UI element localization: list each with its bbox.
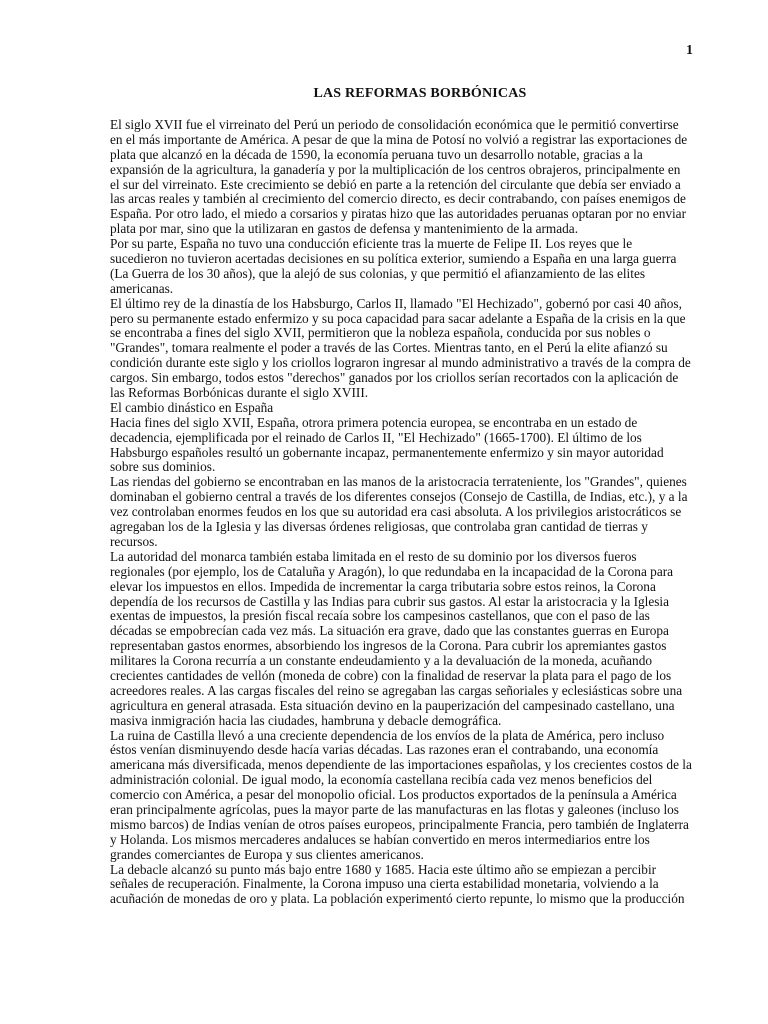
text-line: administración colonial. De igual modo, la economía castellana recibía cada vez menos beneficios del (110, 772, 653, 788)
text-line: Habsburgo españoles resultó un gobernante incapaz, permanentemente enfermizo y sin mayor autoridad (110, 444, 664, 460)
text-line: (La Guerra de los 30 años), que la alejó de sus colonias, y que permitió el afianzamiento de las elites (110, 265, 646, 281)
text-line: La debacle alcanzó su punto más bajo entre 1680 y 1685. Hacia este último año se empiezan a percibir (110, 861, 657, 877)
text-line: exentas de impuestos, la presión fiscal recaía sobre los campesinos castellanos, que con el paso de las (110, 608, 650, 624)
text-line: sobre sus dominios. (110, 459, 216, 475)
text-line: señales de recuperación. Finalmente, la Corona impuso una cierta estabilidad monetaria, volviendo a la (110, 876, 659, 892)
text-line: el sur del virreinato. Este crecimiento se debió en parte a la retención del circulante que debía ser enviado a (110, 176, 681, 192)
text-line: El siglo XVII fue el virreinato del Perú un periodo de consolidación económica que le permitió convertirse (110, 117, 679, 132)
text-line: Las riendas del gobierno se encontraban en las manos de la aristocracia terrateniente, los "Grandes", quienes (110, 474, 687, 490)
text-line: dependía de los recursos de Castilla y las Indias para cubrir sus gastos. Al estar la aristocracia y la Iglesia (110, 593, 670, 609)
text-line: España. Por otro lado, el miedo a corsarios y piratas hizo que las autoridades peruanas optaran por no enviar (110, 206, 687, 222)
text-line: expansión de la agricultura, la ganadería y por la multiplicación de los centros obrajeros, principalmente en (110, 161, 681, 177)
text-line: plata por mar, sino que la utilizaran en gastos de defensa y mantenimiento de la armada. (110, 221, 579, 237)
text-line: decadencia, ejemplificada por el reinado de Carlos II, "El Hechizado" (1665-1700). El último de los (110, 429, 642, 445)
text-line: condición durante este siglo y los criollos lograron ingresar al mundo administrativo a través de la compra de (110, 355, 691, 371)
text-line: americana más diversificada, menos dependiente de las importaciones españolas, y los crecientes costos de la (110, 757, 692, 773)
text-line: grandes comerciantes de Europa y sus clientes americanos. (110, 846, 424, 862)
text-line: representaban gastos enormes, absorbiendo los ingresos de la Corona. Para cubrir los apremiantes gastos (110, 638, 667, 654)
page-number: 1 (686, 43, 693, 58)
text-line: se encontraba a fines del siglo XVII, permitieron que la nobleza española, conducida por sus nobles o (110, 325, 651, 341)
text-line: acreedores reales. A las cargas fiscales del reino se agregaban las cargas señoriales y eclesiásticas sobre una (110, 682, 683, 698)
text-line: dominaban el gobierno central a través de los diferentes consejos (Consejo de Castilla, de Indias, etc.), y a la (110, 489, 688, 505)
text-line: éstos venían disminuyendo desde hacía varias décadas. Las razones eran el contrabando, una economía (110, 742, 659, 758)
text-line: y Holanda. Los mismos mercaderes andaluces se habían convertido en meros intermediarios entre los (110, 831, 650, 847)
text-line: en el más importante de América. A pesar de que la mina de Potosí no volvió a registrar las exportaciones de (110, 131, 688, 147)
text-line: americanas. (110, 280, 174, 296)
text-line: elevar los impuestos en ellos. Impedida de incrementar la carga tributaria sobre estos reinos, la Corona (110, 578, 656, 594)
text-line: las arcas reales y también al crecimiento del comercio directo, es decir contrabando, con países enemigos de (110, 191, 686, 207)
document-body (110, 118, 730, 907)
text-line: eran principalmente agrícolas, pues la mayor parte de las manufacturas en las flotas y galeones (incluso los (110, 801, 679, 817)
text-line: pero su permanente estado enfermizo y su poca capacidad para sacar adelante a España de la crisis en la que (110, 310, 686, 326)
text-line: El cambio dinástico en España (110, 399, 274, 415)
text-line: Hacia fines del siglo XVII, España, otrora primera potencia europea, se encontraba en un estado de (110, 414, 638, 430)
text-line: mismo barcos) de Indias venían de otros países europeos, principalmente Francia, pero también de Inglaterra (110, 816, 689, 832)
text-line: La autoridad del monarca también estaba limitada en el resto de su dominio por los diversos fueros (110, 548, 637, 564)
text-line: recursos. (110, 533, 158, 549)
document-title: LAS REFORMAS BORBÓNICAS (313, 86, 527, 101)
text-line: plata que alcanzó en la década de 1590, la economía peruana tuvo un desarrollo notable, gracias a la (110, 146, 643, 162)
text-line: décadas se empobrecían cada vez más. La situación era grave, dado que las constantes guerras en Europa (110, 623, 669, 639)
text-line: "Grandes", tomara realmente el poder a través de las Cortes. Mientras tanto, en el Perú la elite afianzó su (110, 340, 668, 356)
text-line: cargos. Sin embargo, todos estos "derechos" ganados por los criollos serían recortados con la aplicación de (110, 370, 679, 386)
text-line: agricultura en general atrasada. Esta situación devino en la pauperización del campesinado castellano, una (110, 697, 675, 713)
text-line: crecientes cantidades de vellón (moneda de cobre) con la finalidad de reservar la plata para el pago de los (110, 667, 672, 683)
text-line: sucedieron no tuvieron acertadas decisiones en su política exterior, sumiendo a España en una larga guerra (110, 251, 677, 267)
text-line: agregaban los de la Iglesia y las diversas órdenes religiosas, que controlaba gran cantidad de tierras y (110, 519, 648, 535)
text-line: comercio con América, a pesar del monopolio oficial. Los productos exportados de la península a América (110, 787, 677, 803)
text-line: militares la Corona recurría a un constante endeudamiento y a la devaluación de la moneda, acuñando (110, 653, 652, 669)
text-line: Por su parte, España no tuvo una conducción eficiente tras la muerte de Felipe II. Los reyes que le (110, 236, 633, 252)
text-line: masiva inmigración hacia las ciudades, hambruna y debacle demográfica. (110, 712, 502, 728)
text-line: las Reformas Borbónicas durante el siglo XVIII. (110, 385, 369, 401)
text-line: El último rey de la dinastía de los Habsburgo, Carlos II, llamado "El Hechizado", gobernó por casi 40 años, (110, 295, 682, 311)
text-line: La ruina de Castilla llevó a una creciente dependencia de los envíos de la plata de América, pero incluso (110, 727, 665, 743)
text-line: regionales (por ejemplo, los de Cataluña y Aragón), lo que redundaba en la incapacidad de la Corona para (110, 563, 674, 579)
text-line: vez controlaban enormes feudos en los que su autoridad era casi absoluta. A los privilegios aristocráticos se (110, 504, 682, 520)
text-line: acuñación de monedas de oro y plata. La población experimentó cierto repunte, lo mismo que la producción (110, 891, 685, 907)
